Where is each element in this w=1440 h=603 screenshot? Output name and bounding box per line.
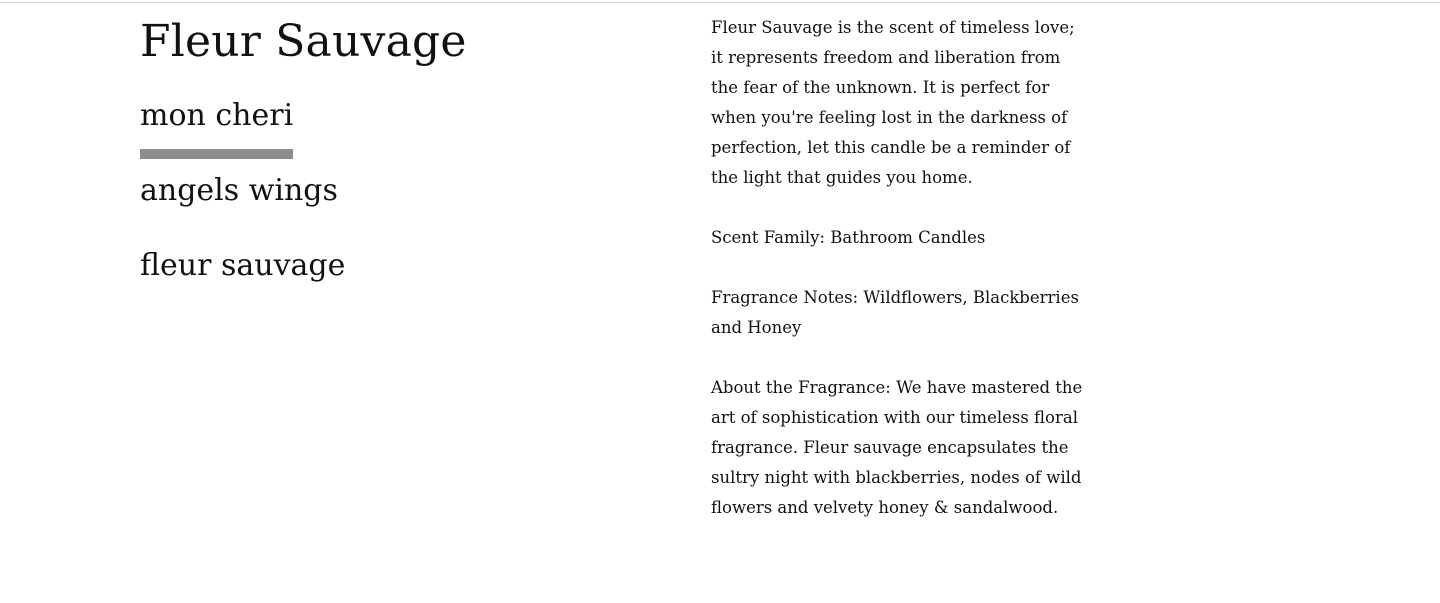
variant-list	[140, 96, 345, 321]
description-intro: Fleur Sauvage is the scent of timeless love; it represents freedom and liberation from the fear of the unknown. It is perfect for when you're feeling lost in the darkness of perfection, let this candle be a reminder of the light that guides you home.	[711, 18, 1075, 187]
product-title: Fleur Sauvage	[140, 16, 467, 67]
variant-mon-cheri[interactable]: mon cheri	[140, 96, 293, 171]
scent-family: Scent Family: Bathroom Candles	[711, 228, 986, 247]
title-area	[140, 0, 660, 72]
variant-item	[140, 171, 345, 246]
product-description	[711, 13, 1091, 553]
variant-angels-wings[interactable]: angels wings	[140, 173, 338, 208]
about-fragrance: About the Fragrance: We have mastered the art of sophistication with our timeless floral fragrance. Fleur sauvage encapsulates the sultry night with blackberries, nodes of wild flowers and velvety honey & sandalwood.	[711, 378, 1083, 517]
fragrance-notes: Fragrance Notes: Wildflowers, Blackberries and Honey	[711, 288, 1079, 337]
variant-fleur-sauvage[interactable]: fleur sauvage	[140, 248, 346, 283]
variant-item	[140, 246, 345, 321]
variant-item	[140, 96, 345, 171]
